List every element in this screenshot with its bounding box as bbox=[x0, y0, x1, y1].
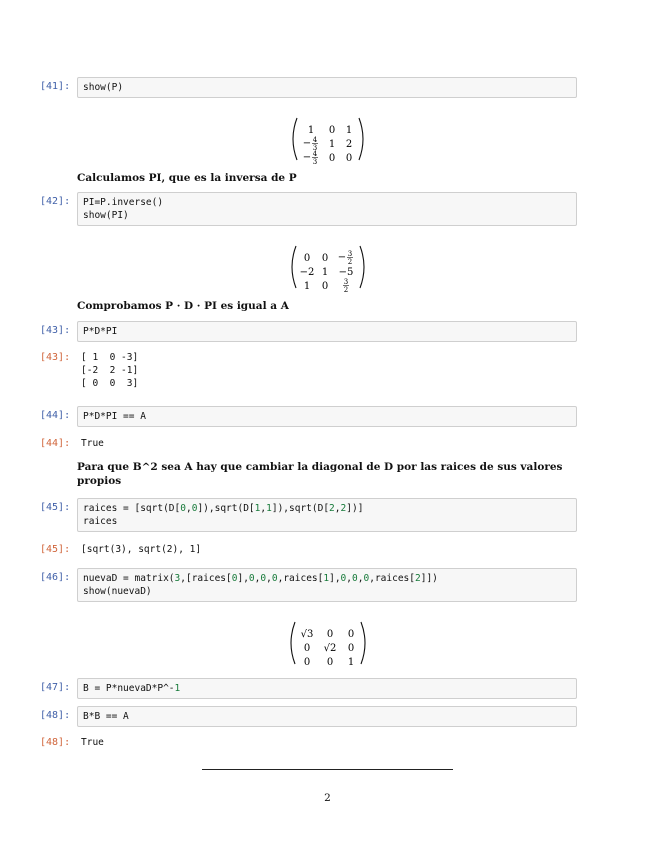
svg-text:2: 2 bbox=[347, 258, 352, 266]
matrix-entry: 1 bbox=[307, 125, 314, 136]
matrix-entry: 0 bbox=[347, 629, 354, 640]
matrix-entry: 1 bbox=[328, 139, 335, 150]
svg-text:−: − bbox=[302, 152, 311, 163]
in-prompt-42: [42]: bbox=[40, 196, 71, 207]
code-cell-47[interactable] bbox=[77, 678, 577, 699]
code-line: B*B == A bbox=[83, 711, 129, 722]
code-cell-45[interactable] bbox=[77, 498, 577, 532]
matrix-entry bbox=[343, 278, 349, 294]
in-prompt-48: [48]: bbox=[40, 710, 71, 721]
matrix-entry: −2 bbox=[299, 267, 314, 278]
code-line: raices bbox=[83, 516, 118, 527]
code-line: P*D*PI == A bbox=[83, 411, 146, 422]
matrix-entry: 1 bbox=[303, 281, 310, 292]
matrix-entry: 0 bbox=[347, 643, 354, 654]
matrix-entry: √3 bbox=[300, 629, 313, 640]
svg-text:−: − bbox=[302, 138, 311, 149]
output-line: [ 0 0 3] bbox=[81, 378, 139, 389]
right-paren bbox=[360, 246, 364, 288]
matrix-entry: −5 bbox=[338, 267, 353, 278]
code-cell-42[interactable] bbox=[77, 192, 577, 226]
matrix-entry bbox=[337, 250, 352, 266]
matrix-output-P bbox=[0, 116, 655, 166]
svg-text:3: 3 bbox=[312, 144, 317, 152]
code-line: show(P) bbox=[83, 82, 124, 93]
svg-text:3: 3 bbox=[312, 158, 317, 166]
matrix-PI-svg bbox=[289, 244, 367, 294]
code-line: nuevaD = matrix(3,[raices[0],0,0,0,raices[1],0,0,0,raices[2]]) bbox=[83, 573, 438, 584]
matrix-entry: 0 bbox=[326, 657, 333, 668]
matrix-entry: √2 bbox=[323, 643, 336, 654]
svg-text:4: 4 bbox=[312, 150, 317, 158]
code-line: PI=P.inverse() bbox=[83, 197, 164, 208]
matrix-entry: 0 bbox=[303, 253, 310, 264]
matrix-nuevaD-svg bbox=[288, 620, 368, 666]
matrix-entry: 2 bbox=[345, 139, 352, 150]
code-line: P*D*PI bbox=[83, 326, 118, 337]
matrix-output-nuevaD bbox=[0, 620, 655, 666]
matrix-entry: 1 bbox=[347, 657, 354, 668]
matrix-entry: 1 bbox=[321, 267, 328, 278]
matrix-entry: 1 bbox=[345, 125, 352, 136]
output-line: [ 1 0 -3] bbox=[81, 352, 139, 363]
in-prompt-41: [41]: bbox=[40, 81, 71, 92]
output-text-45: [sqrt(3), sqrt(2), 1] bbox=[81, 544, 202, 555]
left-paren bbox=[292, 246, 296, 288]
matrix-entry: 0 bbox=[328, 153, 335, 164]
matrix-entry bbox=[302, 150, 317, 166]
code-line: raices = [sqrt(D[0,0]),sqrt(D[1,1]),sqrt(D[2,2])] bbox=[83, 503, 364, 514]
output-text-44: True bbox=[81, 438, 104, 449]
svg-text:3: 3 bbox=[343, 278, 348, 286]
markdown-diagonal-heading: Para que B^2 sea A hay que cambiar la diagonal de D por las raices de sus valores propios bbox=[77, 461, 563, 487]
matrix-entry: 0 bbox=[345, 153, 352, 164]
code-cell-46[interactable] bbox=[77, 568, 577, 602]
right-paren bbox=[361, 622, 365, 664]
left-paren bbox=[293, 118, 297, 160]
markdown-inverse-heading: Calculamos PI, que es la inversa de P bbox=[77, 172, 297, 184]
left-paren bbox=[291, 622, 295, 664]
matrix-entry: 0 bbox=[303, 643, 310, 654]
code-line: B = P*nuevaD*P^-1 bbox=[83, 683, 181, 694]
matrix-entry: 0 bbox=[303, 657, 310, 668]
svg-text:3: 3 bbox=[347, 250, 352, 258]
svg-text:−: − bbox=[337, 252, 346, 263]
code-cell-43[interactable] bbox=[77, 321, 577, 342]
matrix-output-PI bbox=[0, 244, 655, 294]
output-line: [-2 2 -1] bbox=[81, 365, 139, 376]
out-prompt-43: [43]: bbox=[40, 352, 71, 363]
matrix-entry: 0 bbox=[321, 253, 328, 264]
markdown-check-heading: Comprobamos P · D · PI es igual a A bbox=[77, 300, 289, 312]
page-number: 2 bbox=[324, 792, 331, 804]
svg-text:2: 2 bbox=[343, 286, 348, 294]
matrix-entry: 0 bbox=[326, 629, 333, 640]
code-line: show(PI) bbox=[83, 210, 129, 221]
svg-text:4: 4 bbox=[312, 136, 317, 144]
code-line: show(nuevaD) bbox=[83, 586, 152, 597]
out-prompt-44: [44]: bbox=[40, 438, 71, 449]
output-text-43 bbox=[81, 351, 138, 390]
matrix-entry: 0 bbox=[321, 281, 328, 292]
code-cell-41[interactable] bbox=[77, 77, 577, 98]
matrix-entry: 0 bbox=[328, 125, 335, 136]
code-cell-48[interactable] bbox=[77, 706, 577, 727]
in-prompt-43: [43]: bbox=[40, 325, 71, 336]
output-text-48: True bbox=[81, 737, 104, 748]
in-prompt-44: [44]: bbox=[40, 410, 71, 421]
out-prompt-45: [45]: bbox=[40, 544, 71, 555]
footer-rule bbox=[202, 769, 453, 770]
in-prompt-47: [47]: bbox=[40, 682, 71, 693]
matrix-P-svg bbox=[290, 116, 366, 166]
in-prompt-46: [46]: bbox=[40, 572, 71, 583]
code-cell-44[interactable] bbox=[77, 406, 577, 427]
in-prompt-45: [45]: bbox=[40, 502, 71, 513]
out-prompt-48: [48]: bbox=[40, 737, 71, 748]
right-paren bbox=[359, 118, 363, 160]
